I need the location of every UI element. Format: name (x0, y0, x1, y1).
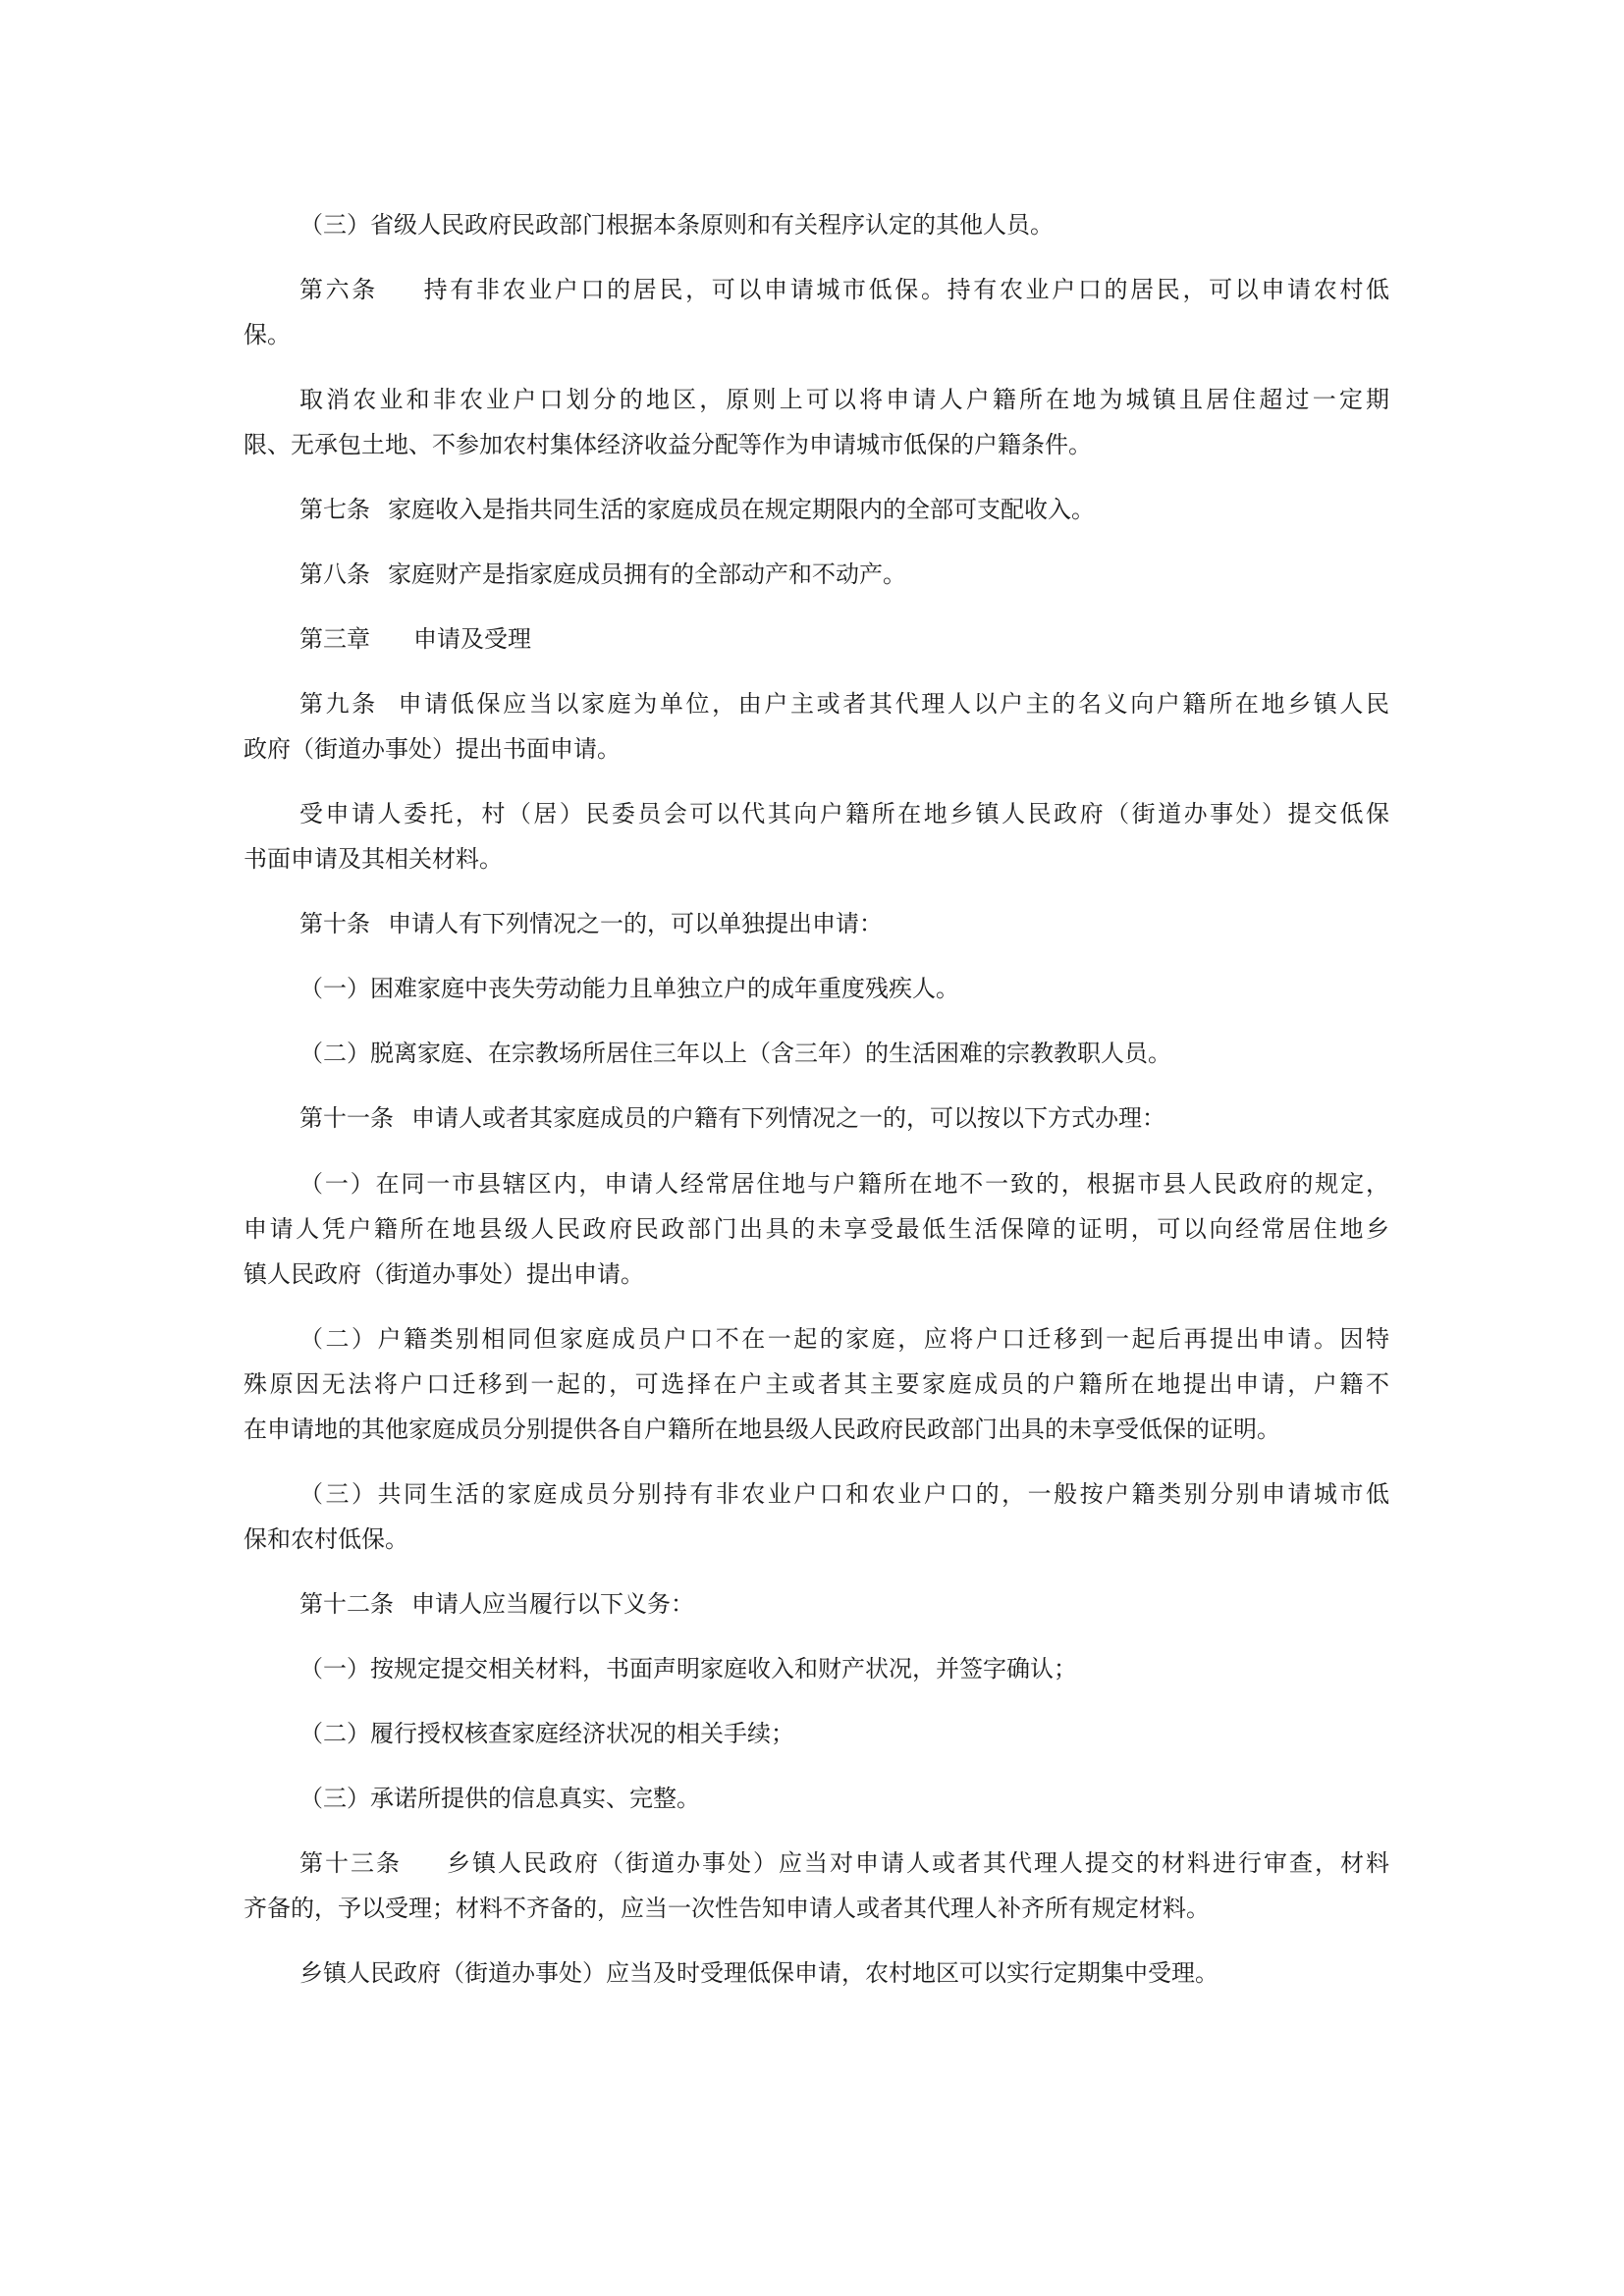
paragraph-line: 保。 (244, 321, 291, 348)
article-paragraph (299, 552, 1389, 597)
paragraph-line: （三）共同生活的家庭成员分别持有非农业户口和农业户口的，一般按户籍类别分别申请城市低 (299, 1480, 1389, 1508)
article-text: 家庭财产是指家庭成员拥有的全部动产和不动产。 (388, 561, 906, 588)
list-item (299, 966, 1389, 1011)
list-item (244, 1316, 1389, 1452)
article-paragraph (299, 1581, 1389, 1627)
paragraph-line (299, 1581, 1389, 1627)
article-text: 乡镇人民政府（街道办事处）应当对申请人或者其代理人提交的材料进行审查，材料 (445, 1849, 1389, 1877)
paragraph-line (299, 616, 1389, 662)
article-heading: 第十一条 (299, 1104, 394, 1132)
paragraph-line (299, 267, 1389, 312)
article-paragraph (244, 267, 1390, 357)
paragraph (244, 377, 1389, 467)
paragraph-line: 政府（街道办事处）提出书面申请。 (244, 735, 621, 763)
list-item (244, 1471, 1389, 1562)
paragraph-line: 取消农业和非农业户口划分的地区，原则上可以将申请人户籍所在地为城镇且居住超过一定期 (299, 386, 1389, 413)
chapter-number: 第三章 (299, 625, 370, 653)
article-paragraph (299, 1095, 1389, 1141)
paragraph-line: 乡镇人民政府（街道办事处）应当及时受理低保申请，农村地区可以实行定期集中受理。 (299, 1959, 1218, 1987)
article-paragraph (244, 681, 1390, 772)
paragraph (299, 1950, 1389, 1996)
paragraph-line: 受申请人委托，村（居）民委员会可以代其向户籍所在地乡镇人民政府（街道办事处）提交低保 (299, 800, 1389, 828)
article-text: 申请人或者其家庭成员的户籍有下列情况之一的，可以按以下方式办理： (411, 1104, 1165, 1132)
paragraph-line: 申请人凭户籍所在地县级人民政府民政部门出具的未享受最低生活保障的证明，可以向经常居住地乡 (244, 1215, 1389, 1243)
article-paragraph (299, 901, 1389, 946)
article-paragraph (299, 487, 1389, 532)
paragraph-line: （二）户籍类别相同但家庭成员户口不在一起的家庭，应将户口迁移到一起后再提出申请。因特 (299, 1325, 1389, 1353)
paragraph-line: 在申请地的其他家庭成员分别提供各自户籍所在地县级人民政府民政部门出具的未享受低保的证明。 (244, 1415, 1280, 1443)
paragraph-line: 限、无承包土地、不参加农村集体经济收益分配等作为申请城市低保的户籍条件。 (244, 431, 1092, 458)
list-item (299, 1031, 1389, 1076)
list-item (299, 1646, 1389, 1691)
list-item (244, 1161, 1389, 1297)
article-heading: 第九条 (299, 690, 378, 718)
paragraph-line (299, 487, 1389, 532)
paragraph-line: （二）脱离家庭、在宗教场所居住三年以上（含三年）的生活困难的宗教教职人员。 (299, 1040, 1171, 1067)
paragraph-line: 书面申请及其相关材料。 (244, 845, 503, 873)
paragraph-line (299, 1841, 1389, 1886)
article-heading: 第十二条 (299, 1590, 394, 1618)
chapter-heading (299, 616, 1389, 662)
paragraph-line: （三）省级人民政府民政部门根据本条原则和有关程序认定的其他人员。 (299, 211, 1054, 239)
paragraph-line: （三）承诺所提供的信息真实、完整。 (299, 1785, 700, 1812)
article-text: 申请人应当履行以下义务： (411, 1590, 694, 1618)
paragraph-line (299, 681, 1389, 726)
paragraph-line: （一）困难家庭中丧失劳动能力且单独立户的成年重度残疾人。 (299, 975, 959, 1002)
paragraph-line: 镇人民政府（街道办事处）提出申请。 (244, 1260, 644, 1288)
paragraph-line: （二）履行授权核查家庭经济状况的相关手续； (299, 1720, 794, 1747)
article-heading: 第八条 (299, 561, 370, 588)
article-paragraph (244, 1841, 1389, 1931)
article-heading: 第十条 (299, 910, 370, 937)
article-heading: 第七条 (299, 496, 370, 523)
paragraph-line: （一）按规定提交相关材料，书面声明家庭收入和财产状况，并签字确认； (299, 1655, 1077, 1682)
article-text: 申请人有下列情况之一的，可以单独提出申请： (388, 910, 883, 937)
paragraph (244, 791, 1389, 881)
paragraph-line (299, 901, 1389, 946)
paragraph-line: 保和农村低保。 (244, 1525, 408, 1553)
paragraph-line (299, 552, 1389, 597)
paragraph-line: 齐备的，予以受理；材料不齐备的，应当一次性告知申请人或者其代理人补齐所有规定材料。 (244, 1895, 1210, 1922)
paragraph-line: 殊原因无法将户口迁移到一起的，可选择在户主或者其主要家庭成员的户籍所在地提出申请，户籍不 (244, 1370, 1389, 1398)
article-heading: 第十三条 (299, 1849, 402, 1877)
article-heading: 第六条 (299, 276, 378, 303)
list-item (299, 1776, 1389, 1821)
paragraph-line: （一）在同一市县辖区内，申请人经常居住地与户籍所在地不一致的，根据市县人民政府的规定， (299, 1170, 1389, 1198)
chapter-title: 申请及受理 (413, 625, 531, 653)
paragraph-line (299, 1095, 1389, 1141)
list-item (299, 1711, 1389, 1756)
article-text: 持有非农业户口的居民，可以申请城市低保。持有农业户口的居民，可以申请农村低 (420, 276, 1390, 303)
article-text: 申请低保应当以家庭为单位，由户主或者其代理人以户主的名义向户籍所在地乡镇人民 (395, 690, 1390, 718)
article-text: 家庭收入是指共同生活的家庭成员在规定期限内的全部可支配收入。 (388, 496, 1095, 523)
paragraph (299, 202, 1389, 247)
